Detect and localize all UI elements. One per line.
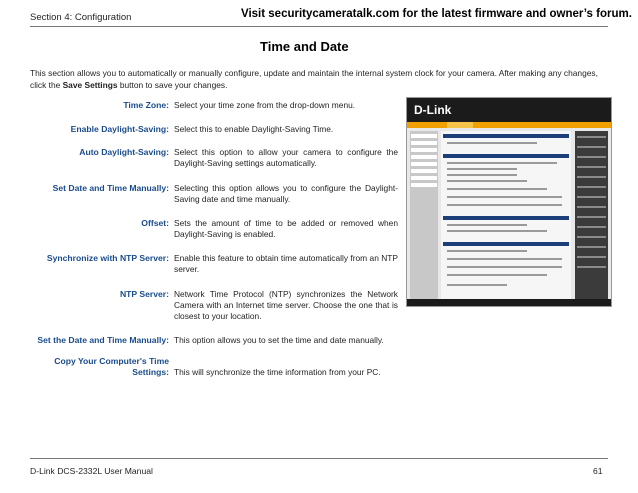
screenshot-help-line [577, 166, 606, 168]
screenshot-section-bar [443, 216, 569, 220]
screenshot-sidebar-item [411, 176, 437, 180]
screenshot-line [447, 266, 562, 268]
intro-text-before: This section allows you to automatically or manually configure, update and maintain the internal system clock for your camera. After making any changes, click the [30, 68, 598, 90]
screenshot-help-line [577, 266, 606, 268]
screenshot-section-bar [443, 134, 569, 138]
desc-set-date-time-manually-2: This option allows you to set the time and date manually. [174, 335, 384, 345]
screenshot-sidebar-item [411, 162, 437, 166]
screenshot-line [447, 142, 537, 144]
term-enable-daylight-saving: Enable Daylight-Saving: [70, 124, 169, 134]
screenshot-line [447, 284, 507, 286]
term-set-date-time-manually-2: Set the Date and Time Manually: [37, 335, 169, 345]
screenshot-help-line [577, 256, 606, 258]
screenshot-line [447, 162, 557, 164]
screenshot-line [447, 274, 547, 276]
screenshot-line [447, 250, 527, 252]
screenshot-help-line [577, 236, 606, 238]
screenshot-sidebar-item [411, 155, 437, 159]
screenshot-line [447, 258, 562, 260]
page-title: Time and Date [260, 39, 349, 54]
desc-copy-computer-time: This will synchronize the time information from your PC. [174, 367, 381, 377]
screenshot-help-line [577, 156, 606, 158]
footer-page-number: 61 [593, 466, 603, 476]
screenshot-logo: D-Link [414, 103, 452, 117]
term-offset: Offset: [141, 218, 169, 228]
intro-bold-save-settings: Save Settings [62, 80, 118, 90]
screenshot-help-line [577, 136, 606, 138]
screenshot-help-line [577, 186, 606, 188]
header-promo: Visit securitycameratalk.com for the latest firmware and owner’s forum. [241, 8, 632, 20]
term-copy-computer-time-line2: Settings: [132, 367, 169, 377]
screenshot-tab-bar [407, 122, 611, 128]
screenshot-line [447, 174, 517, 176]
footer-manual-name: D-Link DCS-2332L User Manual [30, 466, 153, 476]
header-section: Section 4: Configuration [30, 12, 132, 23]
screenshot-line [447, 224, 527, 226]
desc-enable-daylight-saving: Select this to enable Daylight-Saving Time. [174, 124, 334, 134]
term-ntp-server: NTP Server: [119, 289, 169, 299]
screenshot-help-line [577, 146, 606, 148]
desc-time-zone: Select your time zone from the drop-down menu. [174, 100, 356, 110]
screenshot-help-line [577, 196, 606, 198]
term-set-date-time-manually: Set Date and Time Manually: [52, 183, 169, 193]
desc-ntp-server: Network Time Protocol (NTP) synchronizes the Network Camera with an Internet time server. Choose the one that is closest to your location. [174, 289, 398, 321]
screenshot-line [447, 230, 547, 232]
screenshot-sidebar-item [411, 134, 437, 138]
footer-divider [30, 458, 608, 459]
screenshot-sidebar-item [411, 148, 437, 152]
screenshot-active-tab [447, 122, 473, 128]
screenshot-sidebar-item [411, 141, 437, 145]
screenshot-help-line [577, 246, 606, 248]
intro-paragraph [30, 67, 610, 91]
term-copy-computer-time [54, 356, 169, 378]
screenshot-help-line [577, 216, 606, 218]
screenshot-help-line [577, 176, 606, 178]
screenshot-line [447, 204, 562, 206]
screenshot-line [447, 188, 547, 190]
screenshot-help-line [577, 226, 606, 228]
term-sync-ntp-server: Synchronize with NTP Server: [46, 253, 169, 263]
screenshot-sidebar-item [411, 169, 437, 173]
header-divider [30, 26, 608, 27]
screenshot-sidebar-item [411, 183, 437, 187]
screenshot-line [447, 180, 527, 182]
intro-text-after: button to save your changes. [117, 80, 228, 90]
term-copy-computer-time-line1: Copy Your Computer's Time [54, 356, 169, 366]
screenshot-section-bar [443, 154, 569, 158]
term-time-zone: Time Zone: [123, 100, 169, 110]
term-auto-daylight-saving: Auto Daylight-Saving: [79, 147, 169, 157]
desc-set-date-time-manually: Selecting this option allows you to configure the Daylight-Saving date and time manually. [174, 183, 398, 204]
screenshot-help-line [577, 206, 606, 208]
screenshot-line [447, 168, 517, 170]
time-date-screenshot [406, 97, 612, 307]
desc-offset: Sets the amount of time to be added or removed when Daylight-Saving is enabled. [174, 218, 398, 239]
screenshot-footer-bar [407, 299, 611, 306]
desc-auto-daylight-saving: Select this option to allow your camera to configure the Daylight-Saving settings automatically. [174, 147, 398, 168]
desc-sync-ntp-server: Enable this feature to obtain time automatically from an NTP server. [174, 253, 398, 274]
screenshot-line [447, 196, 562, 198]
screenshot-section-bar [443, 242, 569, 246]
